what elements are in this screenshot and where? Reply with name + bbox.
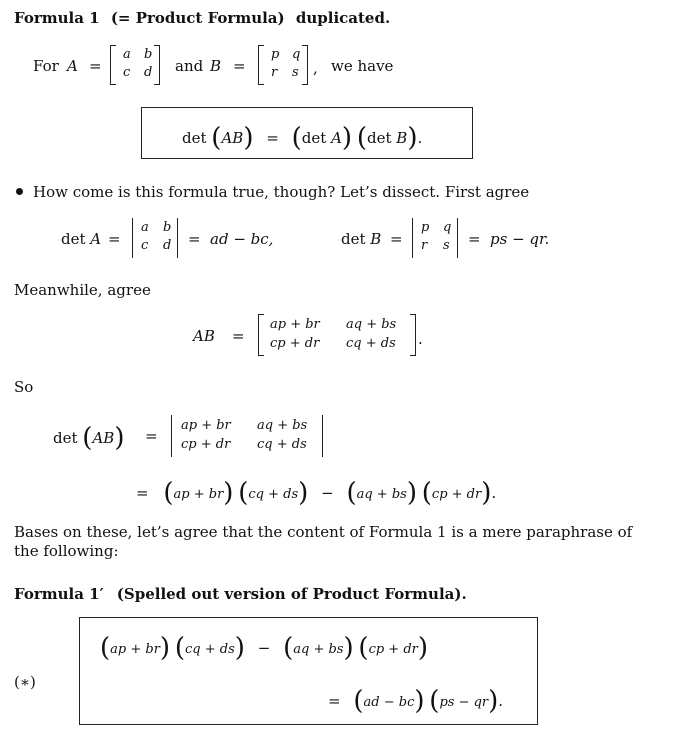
detB-rhs: ps − qr. xyxy=(490,230,550,248)
comma: , xyxy=(313,59,318,77)
term: ps − qr xyxy=(439,695,489,710)
det-entry: cp + dr xyxy=(181,437,231,452)
matrix-entry: cp + dr xyxy=(270,336,320,351)
equals: = xyxy=(89,57,102,75)
var-B: B xyxy=(396,129,408,147)
det-entry: q xyxy=(443,220,452,235)
matrix-entry: aq + bs xyxy=(346,317,397,332)
period: . xyxy=(417,129,423,147)
det-entry: ap + br xyxy=(181,418,231,433)
matrix-entry: r xyxy=(271,65,278,80)
term: cp + dr xyxy=(368,642,418,657)
var-B: B xyxy=(370,230,382,248)
det-entry: c xyxy=(141,238,149,253)
equals: = xyxy=(232,327,245,345)
star-label: (∗) xyxy=(14,673,36,691)
det-entry: r xyxy=(421,238,428,253)
matrix-entry: s xyxy=(292,65,299,80)
det-label: det xyxy=(341,230,366,248)
minus-sign: − xyxy=(321,484,334,502)
equals: = xyxy=(266,129,279,147)
equals: = xyxy=(108,230,121,248)
matrix-entry: b xyxy=(144,47,153,62)
determinant-B xyxy=(412,218,458,258)
matrix-B xyxy=(258,45,308,85)
formula1-label: Formula 1 xyxy=(14,9,100,27)
equals: = xyxy=(145,427,158,445)
expansion-line: = (ap + br) (cq + ds) − (aq + bs) (cp + dr). xyxy=(136,478,497,508)
period: . xyxy=(498,692,504,710)
det-entry: d xyxy=(163,238,172,253)
det-entry: cq + ds xyxy=(257,437,307,452)
det-label: det xyxy=(301,129,327,147)
term: aq + bs xyxy=(293,642,344,657)
period: . xyxy=(491,484,497,502)
term: aq + bs xyxy=(356,487,407,502)
meanwhile-text: Meanwhile, agree xyxy=(14,281,151,299)
term: cq + ds xyxy=(185,642,235,657)
equals: = xyxy=(468,230,481,248)
formula1-paren: (= Product Formula) xyxy=(110,9,285,27)
var-A: A xyxy=(331,129,342,147)
paraphrase-paragraph: Bases on these, let’s agree that the content of Formula 1 is a mere paraphrase of the following: xyxy=(14,523,633,560)
var-AB: AB xyxy=(193,327,215,345)
product-formula-box xyxy=(141,107,473,159)
bullet-item xyxy=(16,183,529,201)
det-label: det xyxy=(182,129,207,147)
box2-line1: (ap + br) (cq + ds) − (aq + bs) (cp + dr) xyxy=(100,633,429,663)
we-have-label: we have xyxy=(331,57,394,75)
box1-formula: det (AB) = (det A) (det B). xyxy=(182,123,423,153)
term: cp + dr xyxy=(431,487,482,502)
spelled-out-formula-box xyxy=(79,617,538,725)
so-text: So xyxy=(14,378,34,396)
formula1-heading xyxy=(14,9,390,27)
det-label: det xyxy=(61,230,86,248)
minus-sign: − xyxy=(257,639,271,657)
matrix-entry: p xyxy=(271,47,280,62)
var-A: A xyxy=(90,230,102,248)
matrix-entry: q xyxy=(292,47,301,62)
bullet-icon xyxy=(16,188,23,195)
equals: = xyxy=(188,230,201,248)
detA-rhs: ad − bc, xyxy=(210,230,274,248)
detAB-lhs: det (AB) xyxy=(53,423,125,453)
period: . xyxy=(418,330,423,348)
term: ap + br xyxy=(110,642,160,657)
box2-line2: = (ad − bc) (ps − qr). xyxy=(328,686,504,716)
det-entry: a xyxy=(141,220,149,235)
matrix-entry: cq + ds xyxy=(346,336,396,351)
det-entry: b xyxy=(163,220,172,235)
matrix-entry: a xyxy=(123,47,131,62)
det-label: det xyxy=(367,129,392,147)
equals: = xyxy=(328,692,341,710)
matrix-A xyxy=(110,45,160,85)
var-B: B xyxy=(210,57,222,75)
determinant-AB xyxy=(171,415,323,457)
detB-lhs xyxy=(341,230,381,248)
term: ad − bc xyxy=(363,695,415,710)
det-label: det xyxy=(53,429,78,447)
det-entry: s xyxy=(443,238,450,253)
bullet-text: How come is this formula true, though? Let’s dissect. First agree xyxy=(33,183,530,201)
matrix-entry: ap + br xyxy=(270,317,320,332)
term: ap + br xyxy=(173,487,224,502)
formula1prime-heading xyxy=(14,585,467,603)
det-entry: p xyxy=(421,220,430,235)
equals: = xyxy=(390,230,403,248)
formula1prime-label: Formula 1′ xyxy=(14,585,104,603)
equals: = xyxy=(136,484,149,502)
formula1prime-paren: (Spelled out version of Product Formula). xyxy=(116,585,467,603)
var-AB: AB xyxy=(92,429,115,447)
matrix-entry: c xyxy=(123,65,131,80)
formula1-suffix: duplicated. xyxy=(295,9,391,27)
var-A: A xyxy=(67,57,78,75)
var-AB: AB xyxy=(221,129,244,147)
term: cq + ds xyxy=(248,487,299,502)
determinant-A xyxy=(132,218,178,258)
equals: = xyxy=(233,57,246,75)
matrix-entry: d xyxy=(144,65,153,80)
matrix-AB xyxy=(258,314,416,356)
detA-lhs xyxy=(61,230,101,248)
for-label: For xyxy=(33,57,59,75)
and-label: and xyxy=(175,57,204,75)
det-entry: aq + bs xyxy=(257,418,308,433)
